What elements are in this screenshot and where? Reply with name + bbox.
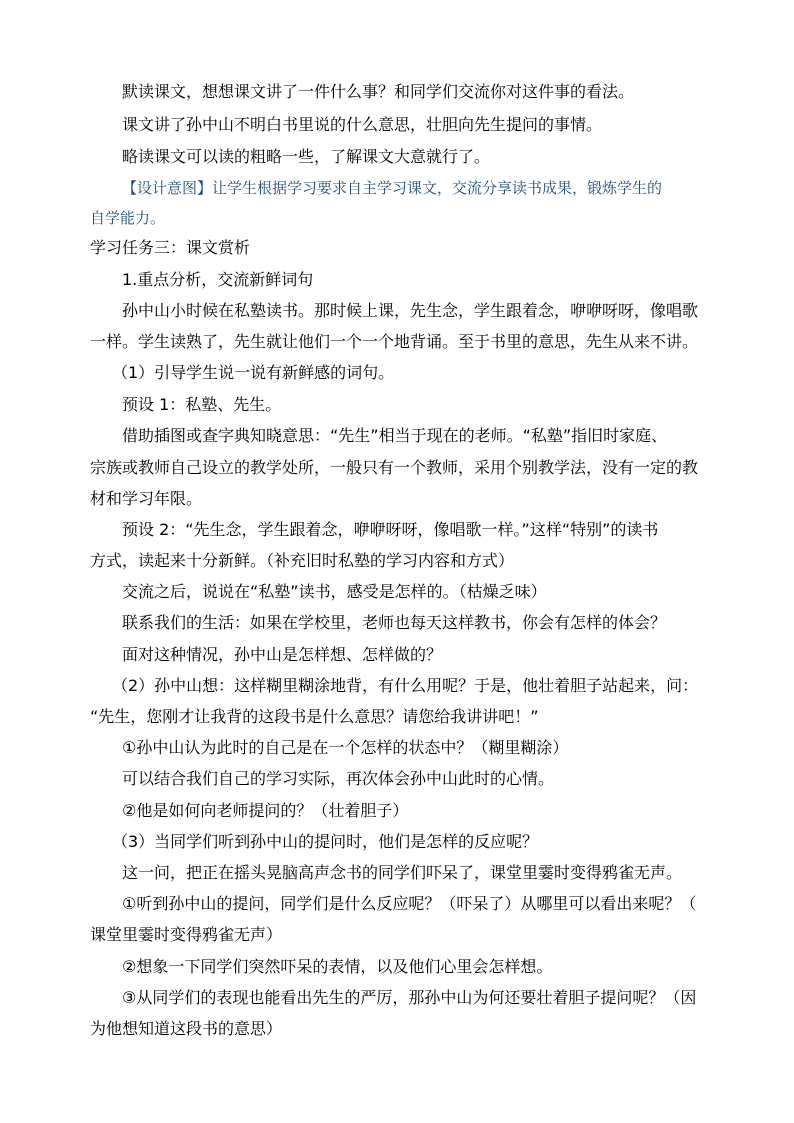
- paragraph-line: 宗族或教师自己设立的教学处所，一般只有一个教师，采用个别教学法，没有一定的教: [90, 458, 699, 477]
- paragraph-line: 预设 1：私塾、先生。: [122, 395, 282, 414]
- paragraph-line: 为他想知道这段书的意思）: [90, 1019, 283, 1038]
- paragraph-line: 默读课文，想想课文讲了一件什么事？和同学们交流你对这件事的看法。: [122, 82, 635, 101]
- paragraph-line: ①孙中山认为此时的自己是在一个怎样的状态中？（糊里糊涂）: [122, 738, 569, 757]
- paragraph-line: 联系我们的生活：如果在学校里，老师也每天这样教书，你会有怎样的体会？: [122, 613, 667, 632]
- paragraph-line: “先生，您刚才让我背的这段书是什么意思？请您给我讲讲吧！”: [90, 707, 539, 726]
- paragraph-line: 这一问，把正在摇头晃脑高声念书的同学们吓呆了，课堂里霎时变得鸦雀无声。: [122, 863, 683, 882]
- paragraph-line: 课文讲了孙中山不明白书里说的什么意思，壮胆向先生提问的事情。: [122, 115, 603, 134]
- paragraph-line: 材和学习年限。: [90, 489, 203, 508]
- paragraph-line: 可以结合我们自己的学习实际，再次体会孙中山此时的心情。: [122, 769, 555, 788]
- paragraph-line: 预设 2：“先生念，学生跟着念，咿咿呀呀，像唱歌一样。”这样“特别”的读书: [122, 520, 659, 539]
- design-intent-line: 自学能力。: [90, 209, 166, 227]
- paragraph-line: 面对这种情况，孙中山是怎样想、怎样做的？: [122, 645, 443, 664]
- paragraph-line: 一样。学生读熟了，先生就让他们一个一个地背诵。至于书里的意思，先生从来不讲。: [90, 332, 699, 351]
- paragraph-line: ③从同学们的表现也能看出先生的严厉，那孙中山为何还要壮着胆子提问呢？（因: [122, 988, 697, 1007]
- paragraph-line: （3）当同学们听到孙中山的提问时，他们是怎样的反应呢？: [112, 832, 539, 851]
- paragraph-line: 课堂里霎时变得鸦雀无声）: [90, 925, 283, 944]
- paragraph-line: 借助插图或查字典知晓意思：“先生”相当于现在的老师。“私塾”指旧时家庭、: [122, 426, 668, 445]
- paragraph-line: ①听到孙中山的提问，同学们是什么反应呢？（吓呆了）从哪里可以看出来呢？（: [122, 894, 697, 913]
- section-heading: 学习任务三：课文赏析: [90, 238, 251, 257]
- design-intent-line: 【设计意图】让学生根据学习要求自主学习课文，交流分享读书成果，锻炼学生的: [122, 179, 663, 197]
- paragraph-line: 略读课文可以读的粗略一些，了解课文大意就行了。: [122, 147, 491, 166]
- paragraph-line: 交流之后，说说在“私塾”读书，感受是怎样的。（枯燥乏味）: [122, 582, 547, 601]
- paragraph-line: （2）孙中山想：这样糊里糊涂地背，有什么用呢？于是，他壮着胆子站起来，问：: [112, 676, 699, 695]
- paragraph-line: （1）引导学生说一说有新鲜感的词句。: [112, 363, 395, 382]
- paragraph-line: 方式，读起来十分新鲜。（补充旧时私塾的学习内容和方式）: [90, 551, 515, 570]
- paragraph-line: 孙中山小时候在私塾读书。那时候上课，先生念，学生跟着念，咿咿呀呀，像唱歌: [122, 301, 699, 320]
- paragraph-line: ②想象一下同学们突然吓呆的表情，以及他们心里会怎样想。: [122, 957, 553, 976]
- subheading: 1.重点分析，交流新鲜词句: [122, 270, 314, 289]
- paragraph-line: ②他是如何向老师提问的？（壮着胆子）: [122, 801, 409, 820]
